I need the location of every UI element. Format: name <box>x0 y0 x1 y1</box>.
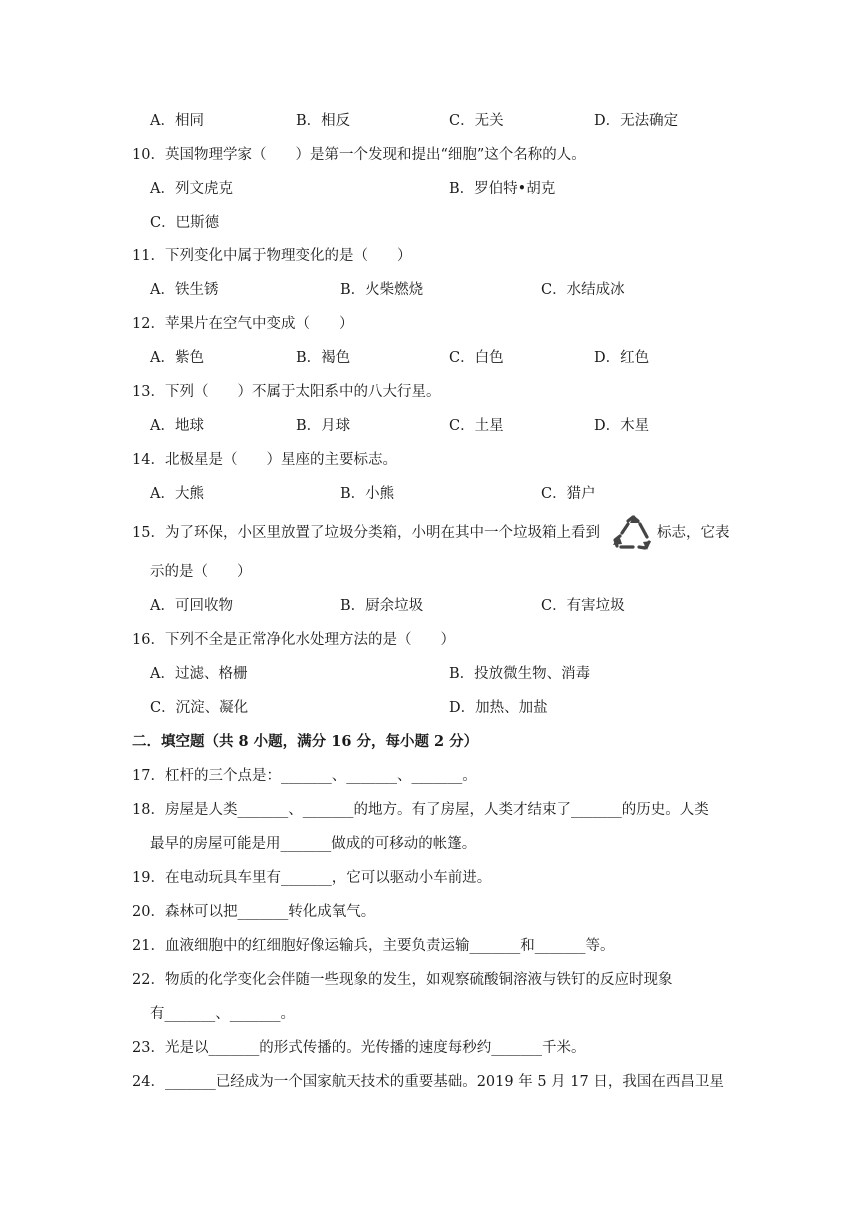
q11-option-b: B．火柴燃烧 <box>340 282 424 298</box>
question-11: 11．下列变化中属于物理变化的是（ ） <box>132 248 412 264</box>
question-12: 12．苹果片在空气中变成（ ） <box>132 316 354 332</box>
q12-option-b: B．褐色 <box>296 350 351 366</box>
q13-option-d: D．木星 <box>594 418 650 434</box>
question-22: 22．物质的化学变化会伴随一些现象的发生，如观察硫酸铜溶液与铁钉的反应时现象 <box>132 972 673 988</box>
recycle-icon <box>613 515 653 551</box>
q15-option-a: A．可回收物 <box>150 598 233 614</box>
q9-option-c: C．无关 <box>449 113 504 129</box>
q14-option-c: C．猎户 <box>541 486 596 502</box>
q14-option-b: B．小熊 <box>340 486 395 502</box>
q16-option-b: B．投放微生物、消毒 <box>449 666 591 682</box>
q14-option-a: A．大熊 <box>150 486 204 502</box>
q15-option-b: B．厨余垃圾 <box>340 598 424 614</box>
q9-option-a: A．相同 <box>150 113 204 129</box>
question-23: 23．光是以_______的形式传播的。光传播的速度每秒约_______千米。 <box>132 1040 586 1056</box>
q16-option-d: D．加热、加盐 <box>449 700 548 716</box>
question-10: 10．英国物理学家（ ）是第一个发现和提出“细胞”这个名称的人。 <box>132 147 586 163</box>
question-17: 17．杠杆的三个点是：_______、_______、_______。 <box>132 768 477 784</box>
q10-option-c: C．巴斯德 <box>150 215 220 231</box>
section-title: 二．填空题（共 8 小题，满分 16 分，每小题 2 分） <box>132 733 479 750</box>
q13-option-a: A．地球 <box>150 418 204 434</box>
question-18: 18．房屋是人类_______、_______的地方。有了房屋，人类才结束了_______的历史。人类 <box>132 802 709 818</box>
q16-option-c: C．沉淀、凝化 <box>150 700 249 716</box>
question-16: 16．下列不全是正常净化水处理方法的是（ ） <box>132 632 455 648</box>
q13-option-b: B．月球 <box>296 418 351 434</box>
question-21: 21．血液细胞中的红细胞好像运输兵，主要负责运输_______和_______等。 <box>132 938 615 954</box>
q15-option-c: C．有害垃圾 <box>541 598 625 614</box>
q9-option-d: D．无法确定 <box>594 113 679 129</box>
q16-option-a: A．过滤、格栅 <box>150 666 248 682</box>
question-22-line2: 有_______、_______。 <box>150 1006 295 1022</box>
question-18-line2: 最早的房屋可能是用_______做成的可移动的帐篷。 <box>150 836 477 852</box>
q11-option-a: A．铁生锈 <box>150 282 219 298</box>
question-15-continued: 标志，它表 <box>657 525 730 541</box>
question-15: 15．为了环保，小区里放置了垃圾分类箱，小明在其中一个垃圾箱上看到 <box>132 525 600 541</box>
q12-option-c: C．白色 <box>449 350 504 366</box>
question-20: 20．森林可以把_______转化成氧气。 <box>132 904 376 920</box>
q12-option-d: D．红色 <box>594 350 650 366</box>
q9-option-b: B．相反 <box>296 113 351 129</box>
question-15-line2: 示的是（ ） <box>150 564 252 580</box>
q10-option-b: B．罗伯特•胡克 <box>449 181 556 197</box>
question-19: 19．在电动玩具车里有_______，它可以驱动小车前进。 <box>132 870 492 886</box>
question-14: 14．北极星是（ ）星座的主要标志。 <box>132 452 397 468</box>
q11-option-c: C．水结成冰 <box>541 282 625 298</box>
q13-option-c: C．土星 <box>449 418 504 434</box>
q12-option-a: A．紫色 <box>150 350 204 366</box>
question-24: 24．_______已经成为一个国家航天技术的重要基础。2019 年 5 月 17 日，我国在西昌卫星 <box>132 1074 724 1090</box>
question-13: 13．下列（ ）不属于太阳系中的八大行星。 <box>132 384 441 400</box>
q10-option-a: A．列文虎克 <box>150 181 233 197</box>
